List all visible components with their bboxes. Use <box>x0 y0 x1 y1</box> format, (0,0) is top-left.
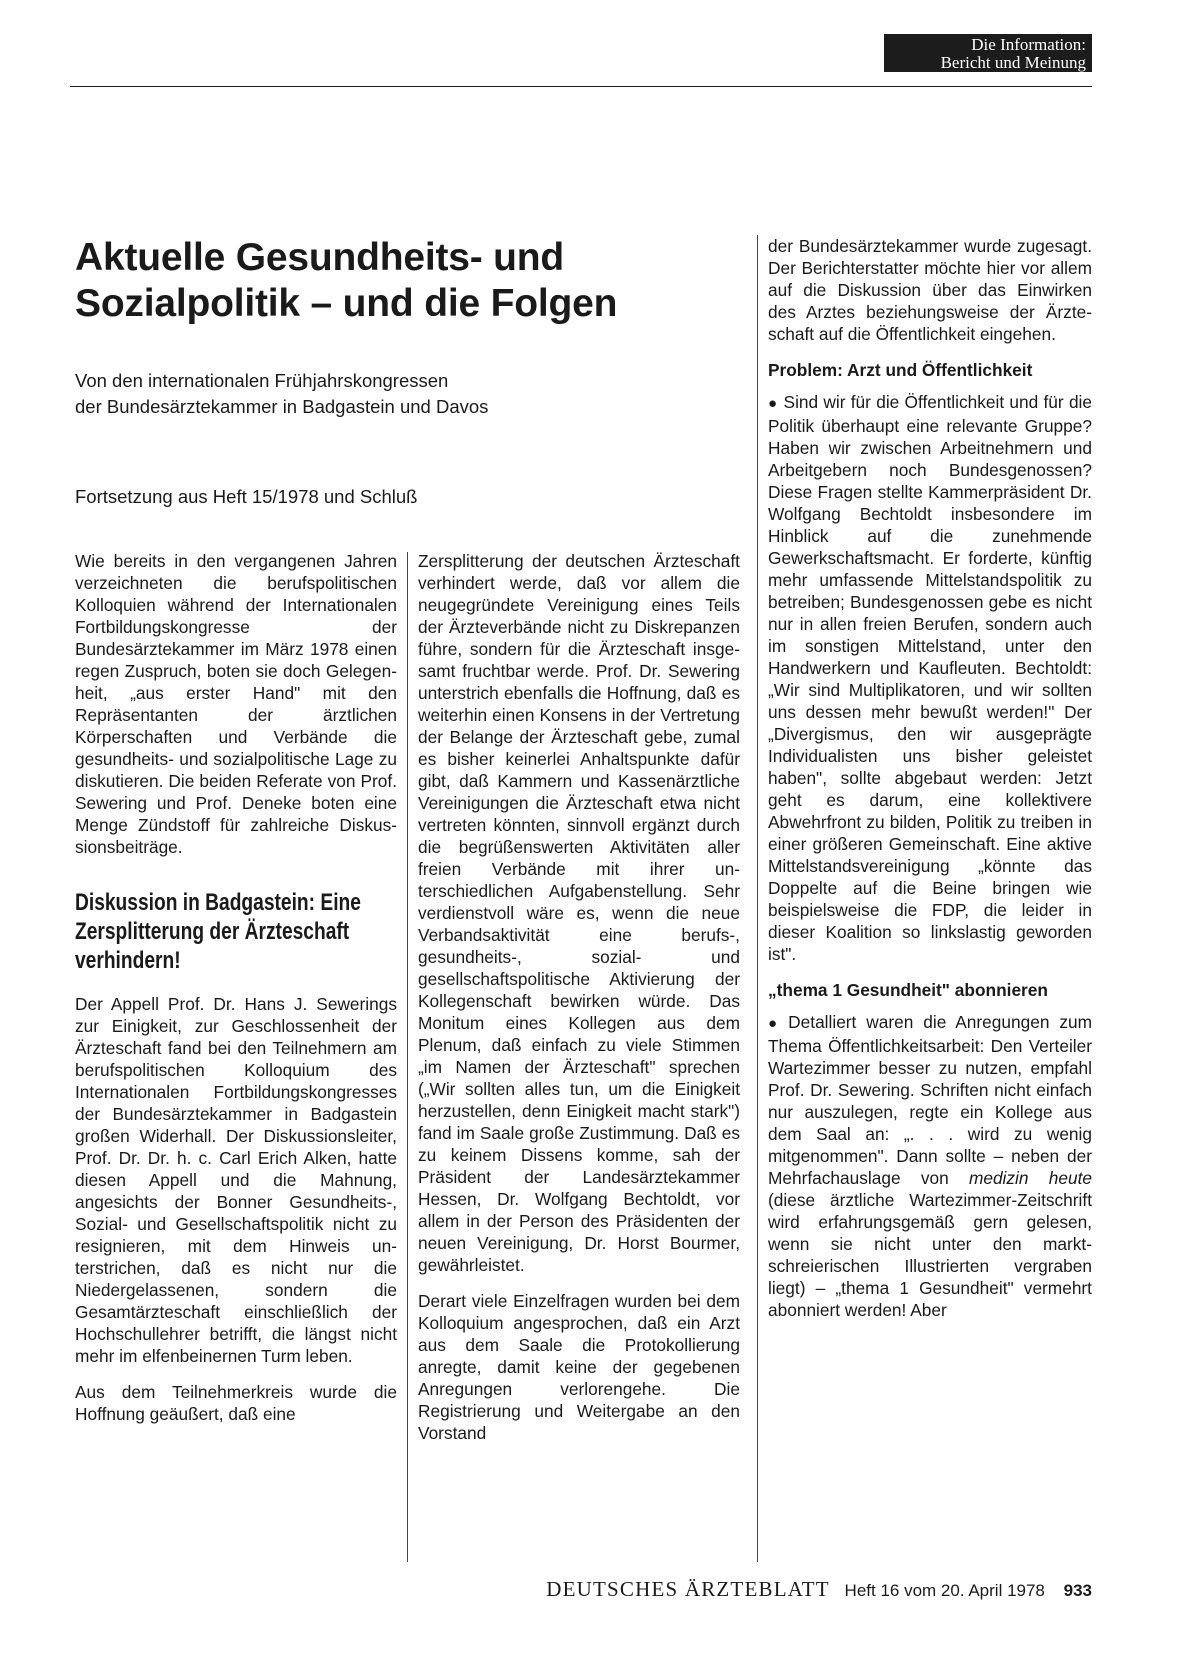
col1-paragraph-1: Wie bereits in den vergangenen Jahren verzeichneten die berufspolitischen Kolloquien während der Internationalen Fortbildungskongresse der Bundesärztekammer im März 1978 einen regen Zuspruch, boten sie doch Gelegenheit, „aus erster Hand" mit den Repräsentanten der ärztlichen Körperschaften und Verbände die gesundheits- und sozialpolitische Lage zu diskutieren. Die beiden Referate von Prof. Sewering und Prof. Deneke boten eine Menge Zündstoff für zahlreiche Diskussionsbeiträge. <box>75 551 397 857</box>
column-1 <box>75 550 397 1439</box>
title-line-2: Sozialpolitik – und die Folgen <box>75 282 618 325</box>
column-3 <box>768 235 1092 1335</box>
page-number: 933 <box>1063 1581 1092 1600</box>
col3-paragraph-3-text-b: (diese ärztliche Wartezimmer-Zeitschrift wird erfahrungsgemäß gern gelesen, wenn sie nicht unter den marktschreierischen Illustrierten vergraben liegt) – „thema 1 Gesundheit" vermehrt abonniert werden! Aber <box>768 1190 1092 1320</box>
continuation-note: Fortsetzung aus Heft 15/1978 und Schluß <box>75 486 418 507</box>
col3-heading-1: Problem: Arzt und Öffentlichkeit <box>768 360 1033 380</box>
col2-paragraph-2: Derart viele Einzelfragen wurden bei dem Kolloquium angesprochen, daß ein Arzt aus dem Saale die Protokollierung anregte, damit keine der gegebenen Anregungen verlorengehe. Die Registrierung und Weitergabe an den Vorstand <box>418 1291 740 1443</box>
col2-paragraph-1: Zersplitterung der deutschen Ärzteschaft verhindert werde, daß vor allem die neugegründete Vereinigung eines Teils der Ärzteverbände nicht zu Diskrepanzen führe, sondern für die Ärzteschaft insgesamt fruchtbar werde. Prof. Dr. Sewering unterstrich ebenfalls die Hoffnung, daß es weiterhin einen Konsens in der Vertretung der Belange der Ärzteschaft gebe, zumal es bisher keinerlei Anhaltspunkte dafür gibt, daß Kammern und Kassenärztliche Vereinigungen die Ärzteschaft etwa nicht vertreten könnten, sinnvoll ergänzt durch die begrüßenswerten Aktivitäten aller freien Verbände mit ihrer unterschiedlichen Aufgabenstellung. Sehr verdienstvoll wäre es, wenn die neue Verbandsaktivität eine berufs-, gesundheits-, sozial- und gesellschaftspolitische Aktivierung der Kollegenschaft bewirken würde. Das Monitum eines Kollegen aus dem Plenum, daß einfach zu viele Stimmen „im Namen der Ärzteschaft" sprechen („Wir sollten alles tun, um die Einigkeit herzustellen, denn Einigkeit macht stark") fand im Saale große Zustimmung. Daß es zu keinem Dissens komme, sah der Präsident der Landesärztekammer Hessen, Dr. Wolfgang Bechtoldt, vor allem in der Person des Präsidenten der neuen Vereinigung, Dr. Horst Bourmer, gewährleistet. <box>418 551 740 1275</box>
top-rule <box>70 86 1092 87</box>
col1-paragraph-2: Der Appell Prof. Dr. Hans J. Sewerings zur Einigkeit, zur Geschlossenheit der Ärzteschaft fand bei den Teilnehmern am berufspolitischen Kolloquium des Internationalen Fortbildungskongresses der Bundesärztekammer in Badgastein großen Widerhall. Der Diskussionsleiter, Prof. Dr. Dr. h. c. Carl Erich Alken, hatte diesen Appell und die Mahnung, angesichts der Bonner Gesundheits-, Sozial- und Gesellschaftspolitik nicht zu resignieren, mit dem Hinweis unterstrichen, daß es nicht nur die Niedergelassenen, sondern die Gesamtärzteschaft einschließlich der Hochschullehrer betrifft, die längst nicht mehr im elfenbeinernen Turm leben. <box>75 994 397 1366</box>
col3-paragraph-2-text: Sind wir für die Öffentlichkeit und für die Politik überhaupt eine relevante Gruppe? Haben wir zwischen Arbeitnehmern und Arbeitgebern noch Bundesgenossen? Diese Fragen stellte Kammerpräsident Dr. Wolfgang Bechtoldt insbesondere im Hinblick auf die zunehmende Gewerkschaftsmacht. Er forderte, künftig mehr umfassende Mittelstandspolitik zu betreiben; Bundesgenossen gebe es nicht nur in allen freien Berufen, sondern auch im sonstigen Mittelstand, unter den Handwerkern und Kaufleuten. Bechtoldt: „Wir sind Multiplikatoren, und wir sollten uns dessen mehr bewußt werden!" Der „Divergismus, den wir ausgeprägte Individualisten uns bisher geleistet haben", sollte abgebaut werden: Jetzt geht es darum, eine kollektivere Abwehrfront zu bilden, Politik zu treiben in einer größeren Gemeinschaft. Eine aktive Mittelstandsvereinigung „könnte das Doppelte auf die Beine bringen wie beispielsweise die FDP, die leider in dieser Koalition so linkslastig geworden ist". <box>768 392 1093 964</box>
col3-paragraph-3 <box>768 1011 1092 1321</box>
col3-paragraph-1: der Bundesärztekammer wurde zugesagt. Der Berichterstatter möchte hier vor allem auf die Diskussion über das Einwirken des Arztes beziehungsweise der Ärzteschaft auf die Öffentlichkeit eingehen. <box>768 236 1092 344</box>
col3-heading-2: „thema 1 Gesundheit" abonnieren <box>768 980 1048 1000</box>
col1-paragraph-3: Aus dem Teilnehmerkreis wurde die Hoffnung geäußert, daß eine <box>75 1382 397 1424</box>
article-subtitle <box>75 368 715 420</box>
badge-line-1: Die Information: <box>971 35 1086 54</box>
col3-paragraph-2 <box>768 391 1092 965</box>
col3-paragraph-3-text-a: Detalliert waren die Anregungen zum Thema Öffentlichkeitsarbeit: Den Verteiler Wartezimmer besser zu nutzen, empfahl Prof. Dr. Sewering. Schriften nicht einfach nur auszulegen, regte ein Kollege aus dem Saal an: „. . . wird zu wenig mitgenommen". Dann sollte – neben der Mehrfachauslage von <box>768 1012 1092 1188</box>
subtitle-line-1: Von den internationalen Frühjahrskongressen <box>75 370 449 391</box>
col3-paragraph-3-italic: medizin heute <box>968 1168 1092 1188</box>
issue-info: Heft 16 vom 20. April 1978 <box>844 1581 1045 1600</box>
col1-heading: Diskussion in Badgastein: Eine Zersplitterung der Ärzteschaft verhindern! <box>75 889 361 974</box>
page-footer <box>468 1577 1092 1602</box>
subtitle-line-2: der Bundesärztekammer in Badgastein und Davos <box>75 396 489 417</box>
journal-name: DEUTSCHES ÄRZTEBLATT <box>546 1577 830 1601</box>
title-line-1: Aktuelle Gesundheits- und <box>75 236 565 279</box>
column-divider-1 <box>407 552 408 1562</box>
column-2 <box>418 550 740 1458</box>
badge-line-2: Bericht und Meinung <box>940 53 1086 72</box>
section-badge <box>884 34 1092 72</box>
column-divider-2 <box>757 235 758 1562</box>
article-title <box>75 235 715 327</box>
